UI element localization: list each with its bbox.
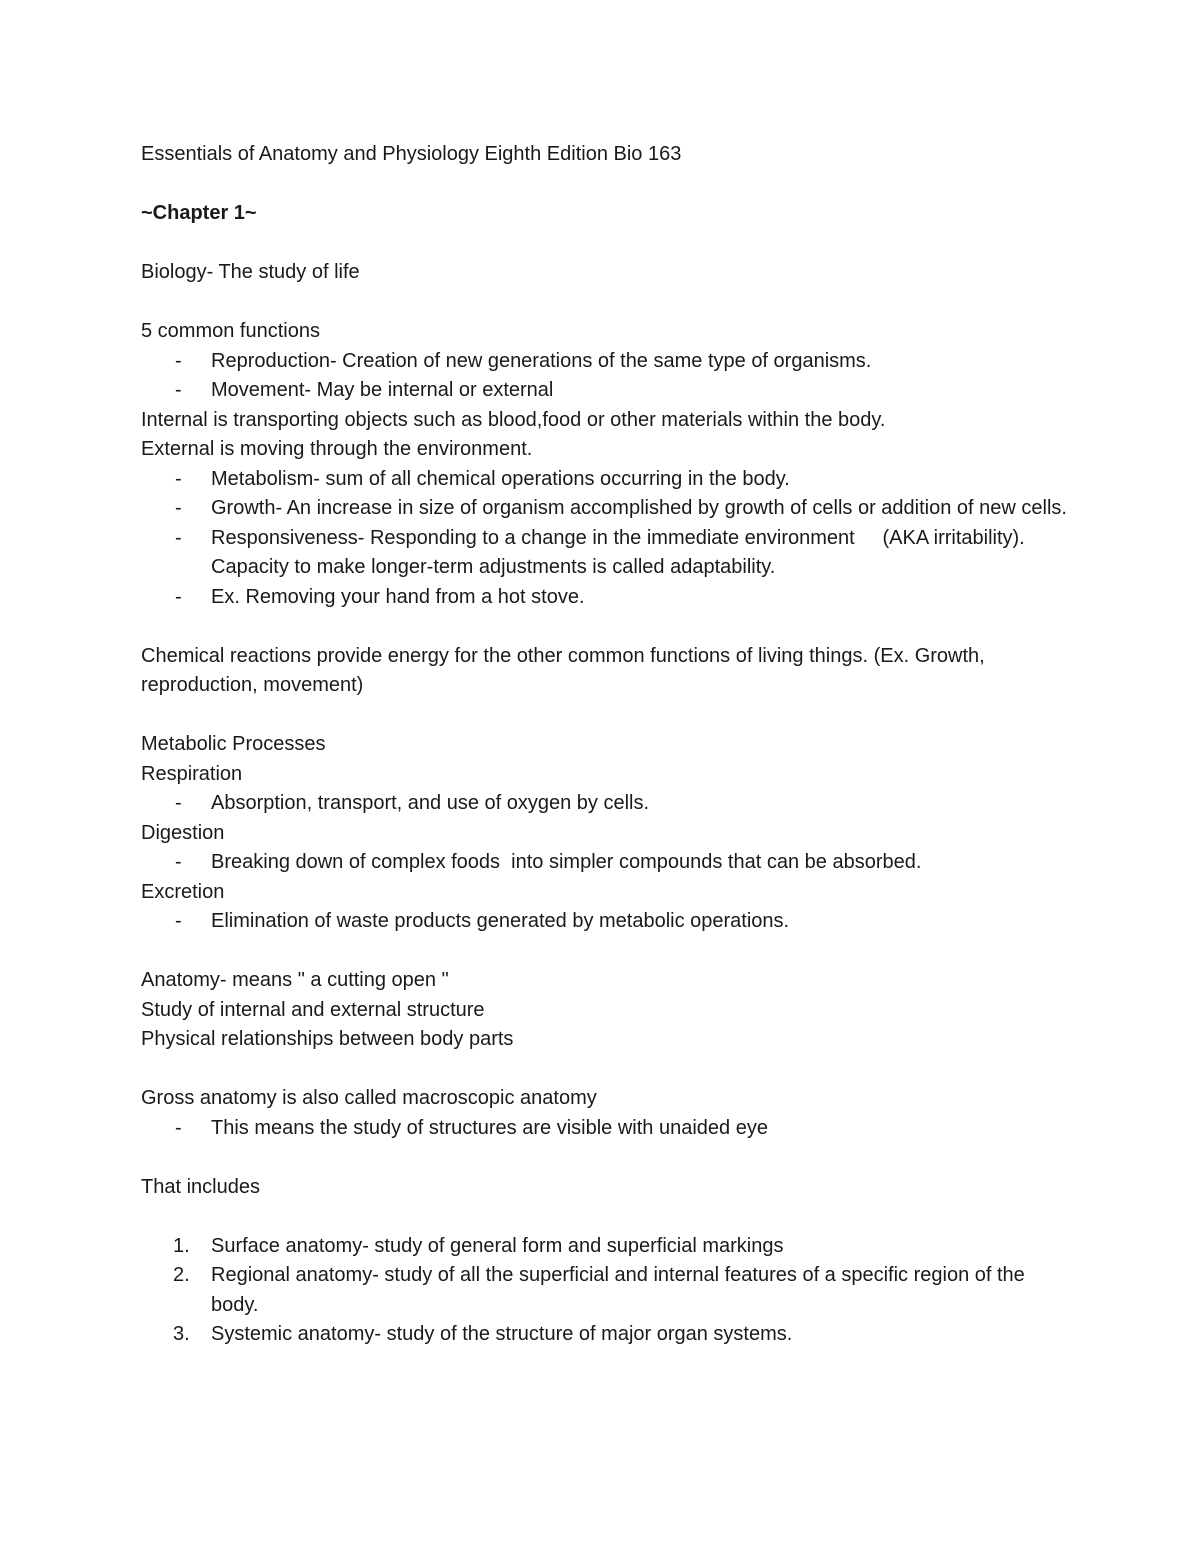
list-item-text: Responsiveness- Responding to a change in the immediate environment (AKA irritability). Capacity to make longer-term adjustments is called adaptability. xyxy=(211,526,1031,578)
numbered-list-item xyxy=(141,1261,1071,1320)
spacer xyxy=(141,1202,1071,1232)
list-item-text: Growth- An increase in size of organism accomplished by growth of cells or addition of new cells. xyxy=(211,497,1067,519)
spacer xyxy=(141,288,1071,318)
spacer xyxy=(141,170,1071,200)
document-page xyxy=(141,140,1071,1350)
list-number: 1. xyxy=(173,1234,190,1257)
list-item-text: Movement- May be internal or external xyxy=(211,379,554,401)
bullet-dash: - xyxy=(175,526,182,549)
list-number: 2. xyxy=(173,1264,190,1286)
anatomy-study-text: Study of internal and external structure xyxy=(141,998,485,1021)
list-item xyxy=(141,347,1071,377)
list-item-text: Regional anatomy- study of all the superficial and internal features of a specific region of the body. xyxy=(211,1264,1025,1316)
anatomy-definition: Anatomy- means " a cutting open " xyxy=(141,969,449,991)
gross-anatomy-heading: Gross anatomy is also called macroscopic anatomy xyxy=(141,1087,597,1109)
bullet-dash: - xyxy=(175,792,182,814)
bullet-dash: - xyxy=(175,910,182,932)
chapter-heading: ~Chapter 1~ xyxy=(141,202,257,224)
spacer xyxy=(141,1055,1071,1085)
document-title: Essentials of Anatomy and Physiology Eighth Edition Bio 163 xyxy=(141,143,682,165)
list-item-text: Breaking down of complex foods into simpler compounds that can be absorbed. xyxy=(211,851,922,873)
list-item xyxy=(141,583,1071,613)
biology-definition: Biology- The study of life xyxy=(141,261,360,283)
numbered-list-item xyxy=(141,1232,1071,1262)
external-movement-text: External is moving through the environment. xyxy=(141,438,533,460)
spacer xyxy=(141,229,1071,259)
list-item-text: Ex. Removing your hand from a hot stove. xyxy=(211,585,585,608)
list-item-text: Absorption, transport, and use of oxygen by cells. xyxy=(211,792,650,814)
bullet-dash: - xyxy=(175,497,182,519)
respiration-heading: Respiration xyxy=(141,762,243,785)
bullet-dash: - xyxy=(175,349,182,372)
includes-heading: That includes xyxy=(141,1175,260,1198)
list-item-text: Surface anatomy- study of general form and superficial markings xyxy=(211,1234,784,1257)
list-item xyxy=(141,1114,1071,1144)
bullet-dash: - xyxy=(175,379,182,401)
list-item xyxy=(141,376,1071,406)
numbered-list-item xyxy=(141,1320,1071,1350)
anatomy-physical-text: Physical relationships between body parts xyxy=(141,1028,514,1050)
list-item xyxy=(141,848,1071,878)
excretion-heading: Excretion xyxy=(141,880,225,903)
bullet-dash: - xyxy=(175,585,182,608)
bullet-dash: - xyxy=(175,1116,182,1139)
list-item-text: Systemic anatomy- study of the structure of major organ systems. xyxy=(211,1323,793,1345)
spacer xyxy=(141,701,1071,731)
bullet-dash: - xyxy=(175,851,182,873)
spacer xyxy=(141,937,1071,967)
list-item xyxy=(141,465,1071,495)
metabolic-processes-heading: Metabolic Processes xyxy=(141,733,326,755)
list-item-text: This means the study of structures are visible with unaided eye xyxy=(211,1116,768,1139)
list-item-text: Elimination of waste products generated by metabolic operations. xyxy=(211,910,790,932)
spacer xyxy=(141,1143,1071,1173)
list-item xyxy=(141,789,1071,819)
list-item-text: Reproduction- Creation of new generations of the same type of organisms. xyxy=(211,349,872,372)
list-item xyxy=(141,494,1071,524)
spacer xyxy=(141,612,1071,642)
chemical-reactions-paragraph: Chemical reactions provide energy for the other common functions of living things. (Ex. Growth, reproduction, movement) xyxy=(141,644,985,696)
list-number: 3. xyxy=(173,1323,190,1345)
bullet-dash: - xyxy=(175,467,182,490)
list-item xyxy=(141,907,1071,937)
internal-movement-text: Internal is transporting objects such as blood,food or other materials within the body. xyxy=(141,408,886,431)
list-item xyxy=(141,524,1071,583)
digestion-heading: Digestion xyxy=(141,821,225,844)
list-item-text: Metabolism- sum of all chemical operations occurring in the body. xyxy=(211,467,790,490)
functions-heading: 5 common functions xyxy=(141,320,320,342)
